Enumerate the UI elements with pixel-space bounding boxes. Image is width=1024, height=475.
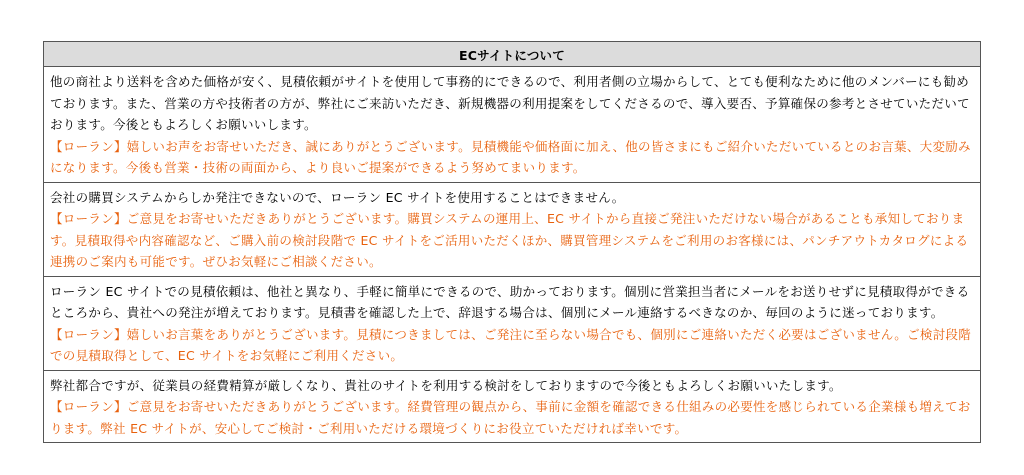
customer-comment: 会社の購買システムからしか発注できないので、ローラン EC サイトを使用することはできません。 — [50, 189, 625, 205]
table-row — [44, 370, 981, 443]
customer-comment: 他の商社より送料を含めた価格が安く、見積依頼がサイトを使用して事務的にできるので、利用者側の立場からして、とても便利なために他のメンバーにも勧めております。また、営業の方や技術者の方が、弊社にご来訪いただき、新規機器の利用提案をしてくださるので、導入要否、予算確保の参考とさせていただいております。今後ともよろしくお願いいします。 — [50, 74, 970, 132]
company-reply: 【ローラン】嬉しいお声をお寄せいただき、誠にありがとうございます。見積機能や価格面に加え、他の皆さまにもご紹介いただいているとのお言葉、大変励みになります。今後も営業・技術の両面から、より良いご提案ができるよう努めてまいります。 — [50, 138, 971, 175]
company-reply: 【ローラン】ご意見をお寄せいただきありがとうございます。購買システムの運用上、EC サイトから直接ご発注いただけない場合があることも承知しております。見積取得や内容確認など、ご購入前の検討段階で EC サイトをご活用いただくほか、購買管理システムをご利用のお客様には、パンチアウトカタログによる連携のご案内も可能です。ぜひお気軽にご相談ください。 — [50, 211, 969, 269]
table-title: ECサイトについて — [459, 47, 565, 63]
feedback-cell — [44, 182, 981, 276]
customer-comment: ローラン EC サイトでの見積依頼は、他社と異なり、手軽に簡単にできるので、助かっております。個別に営業担当者にメールをお送りせずに見積取得ができるところから、貴社への発注が増えております。見積書を確認した上で、辞退する場合は、個別にメール連絡するべきなのか、毎回のように迷っております。 — [50, 283, 970, 320]
feedback-cell — [44, 370, 981, 443]
company-reply: 【ローラン】ご意見をお寄せいただきありがとうございます。経費管理の観点から、事前に金額を確認できる仕組みの必要性を感じられている企業様も増えております。弊社 EC サイトが、安心してご検討・ご利用いただける環境づくりにお役立ていただければ幸いです。 — [50, 399, 971, 436]
table-row — [44, 67, 981, 183]
feedback-cell — [44, 67, 981, 183]
table-row — [44, 182, 981, 276]
feedback-cell — [44, 276, 981, 370]
customer-comment: 弊社都合ですが、従業員の経費精算が厳しくなり、貴社のサイトを利用する検討をしておりますので今後ともよろしくお願いいたします。 — [50, 377, 842, 393]
company-reply: 【ローラン】嬉しいお言葉をありがとうございます。見積につきましては、ご発注に至らない場合でも、個別にご連絡いただく必要はございません。ご検討段階での見積取得として、EC サイトをお気軽にご利用ください。 — [50, 326, 972, 363]
table-row — [44, 276, 981, 370]
feedback-table — [43, 41, 981, 443]
table-header-cell — [44, 42, 981, 67]
table-header-row — [44, 42, 981, 67]
